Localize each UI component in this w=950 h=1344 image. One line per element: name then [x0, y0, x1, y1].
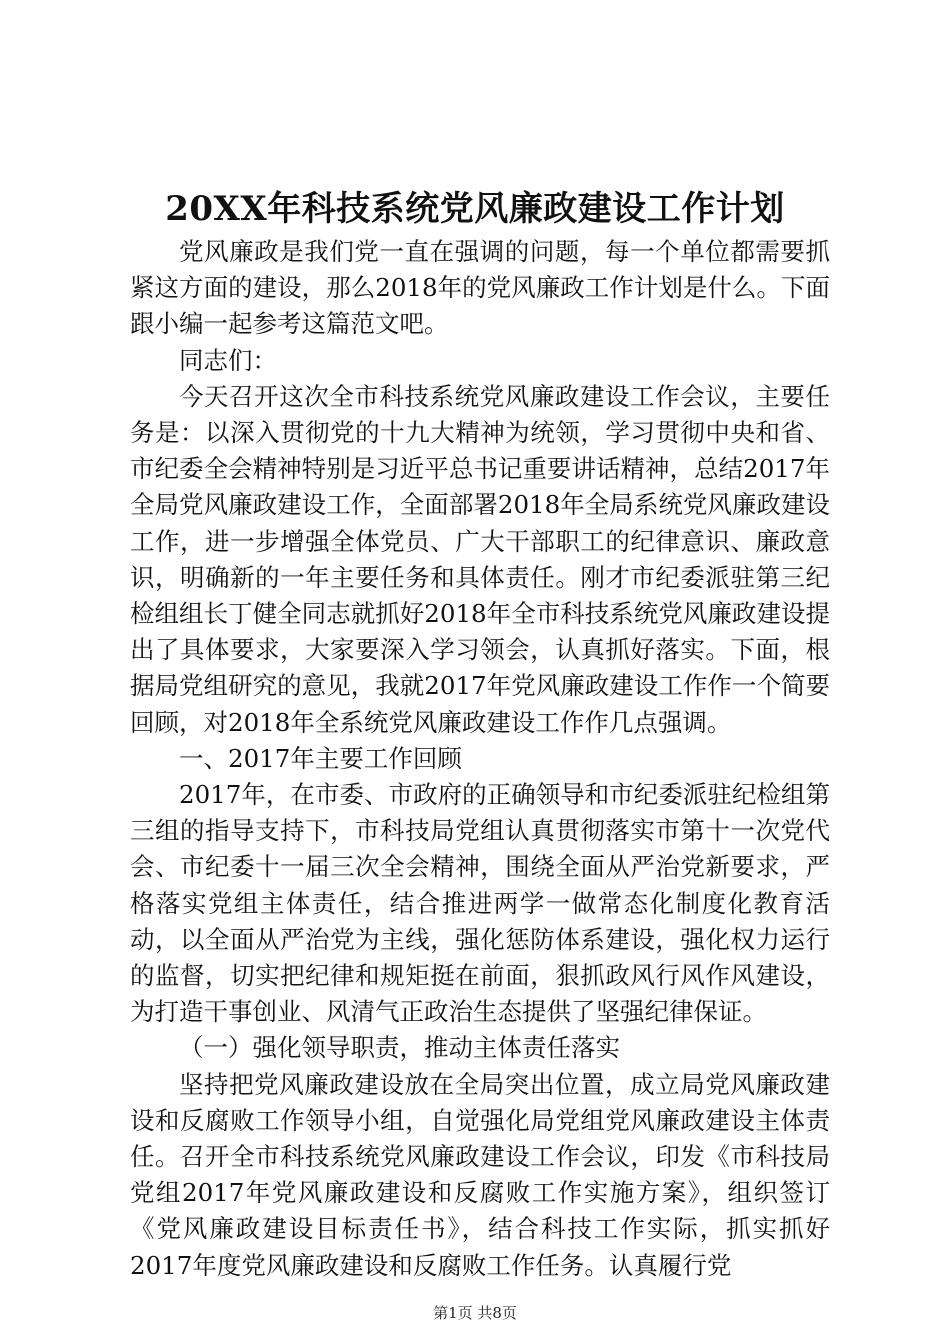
subsection-heading-leadership: （一）强化领导职责，推动主体责任落实 — [179, 1033, 620, 1063]
document-body — [130, 234, 830, 1284]
opening-paragraph: 今天召开这次全市科技系统党风廉政建设工作会议，主要任务是：以深入贯彻党的十九大精神为统领，学习贯彻中央和省、市纪委全会精神特别是习近平总书记重要讲话精神，总结2017年全局党风廉政建设工作，全面部署2018年全局系统党风廉政建设工作，进一步增强全体党员、广大干部职工的纪律意识、廉政意识，明确新的一年主要任务和具体责任。刚才市纪委派驻第三纪检组组长丁健全同志就抓好2018年全市科技系统党风廉政建设提出了具体要求，大家要深入学习领会，认真抓好落实。下面，根据局党组研究的意见，我就2017年党风廉政建设工作作一个简要回顾，对2018年全系统党风廉政建设工作作几点强调。 — [130, 381, 830, 737]
salutation: 同志们： — [179, 345, 277, 375]
intro-paragraph: 党风廉政是我们党一直在强调的问题，每一个单位都需要抓紧这方面的建设，那么2018年的党风廉政工作计划是什么。下面跟小编一起参考这篇范文吧。 — [130, 237, 830, 339]
leadership-paragraph: 坚持把党风廉政建设放在全局突出位置，成立局党风廉政建设和反腐败工作领导小组，自觉强化局党组党风廉政建设主体责任。召开全市科技系统党风廉政建设工作会议，印发《市科技局党组2017年党风廉政建设和反腐败工作实施方案》，组织签订《党风廉政建设目标责任书》，结合科技工作实际，抓实抓好2017年度党风廉政建设和反腐败工作任务。认真履行党 — [130, 1069, 830, 1280]
review-paragraph: 2017年，在市委、市政府的正确领导和市纪委派驻纪检组第三组的指导支持下，市科技局党组认真贯彻落实市第十一次党代会、市纪委十一届三次全会精神，围绕全面从严治党新要求，严格落实党组主体责任，结合推进两学一做常态化制度化教育活动，以全面从严治党为主线，强化惩防体系建设，强化权力运行的监督，切实把纪律和规矩挺在前面，狠抓政风行风作风建设，为打造干事创业、风清气正政治生态提供了坚强纪律保证。 — [130, 780, 830, 1027]
document-title: 20XX年科技系统党风廉政建设工作计划 — [165, 189, 785, 229]
section-heading-review: 一、2017年主要工作回顾 — [179, 743, 462, 773]
page-number-footer: 第1页 共8页 — [433, 1304, 517, 1322]
